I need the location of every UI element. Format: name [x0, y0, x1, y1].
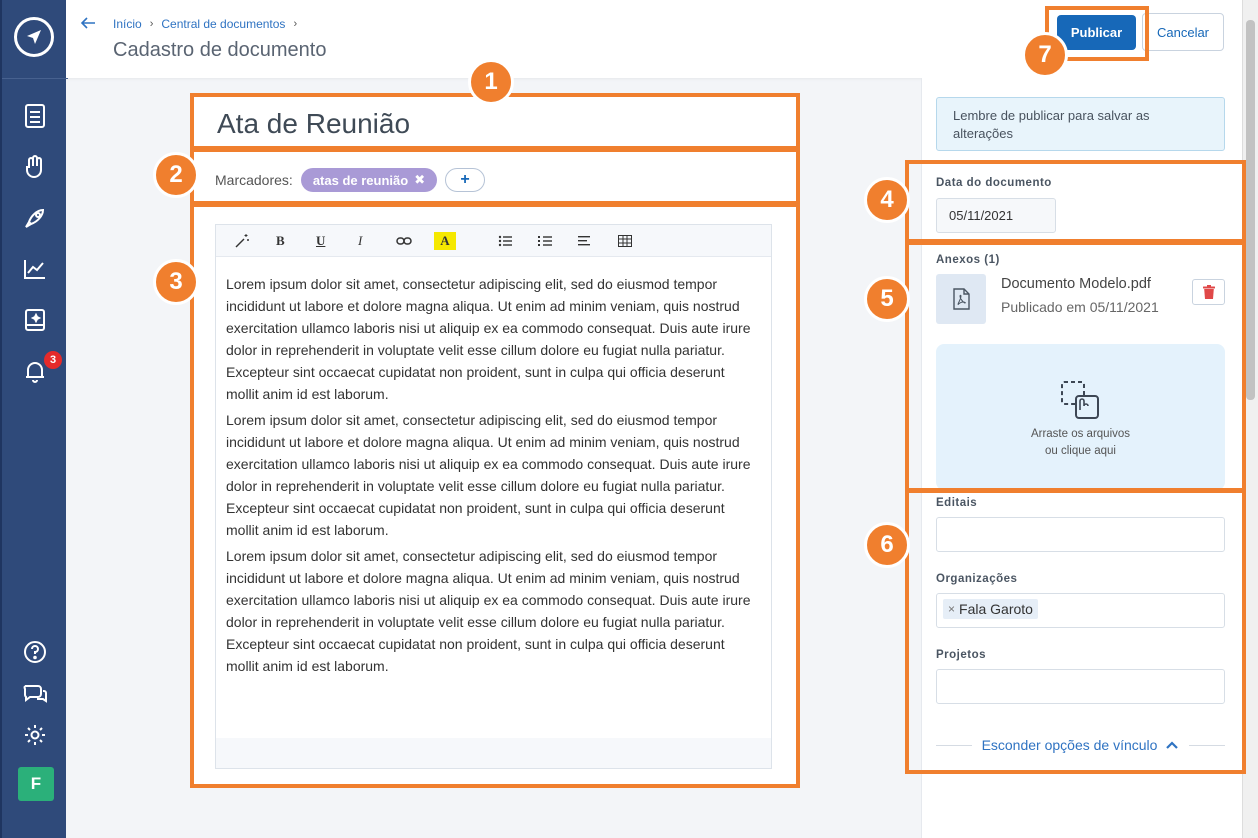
chevron-right-icon: › [149, 18, 154, 30]
projetos-label: Projetos [936, 649, 987, 661]
editais-label: Editais [936, 497, 978, 509]
add-tag-button[interactable]: + [445, 168, 485, 192]
chart-icon[interactable] [21, 255, 49, 283]
attachment-date: Publicado em 05/11/2021 [1001, 299, 1159, 315]
attachments-label: Anexos (1) [936, 254, 1000, 266]
help-icon[interactable] [21, 638, 49, 666]
underline-icon[interactable]: U [316, 233, 326, 248]
documents-icon[interactable] [21, 102, 49, 130]
annotation-number-5: 5 [864, 276, 910, 322]
annotation-number-7: 7 [1022, 32, 1068, 78]
page-title: Cadastro de documento [113, 39, 327, 61]
hide-links-label: Esconder opções de vínculo [981, 737, 1158, 753]
paragraph: Lorem ipsum dolor sit amet, consectetur adipiscing elit, sed do eiusmod tempor incididunt ut labore et dolore magna aliqua. Ut enim ad minim veniam, quis nostrud exercitation ullamco laboris nisi ut aliquip ex ea commodo consequat. Duis aute irure dolor in reprehenderit in voluptate velit esse cillum dolore eu fugiat nulla pariatur. Excepteur sint occaecat cupidatat non proident, sunt in culpa qui officia deserunt mollit anim id est laborum. [226, 548, 751, 674]
annotation-number-3: 3 [153, 259, 199, 305]
chat-icon[interactable] [21, 679, 49, 707]
annotation-box-2 [190, 148, 800, 205]
paragraph: Lorem ipsum dolor sit amet, consectetur adipiscing elit, sed do eiusmod tempor incididunt ut labore et dolore magna aliqua. Ut enim ad minim veniam, quis nostrud exercitation ullamco laboris nisi ut aliquip ex ea commodo consequat. Duis aute irure dolor in reprehenderit in voluptate velit esse cillum dolore eu fugiat nulla pariatur. Excepteur sint occaecat cupidatat non proident, sunt in culpa qui officia deserunt mollit anim id est laborum. [226, 276, 751, 402]
dropzone-line-1: Arraste os arquivos [1030, 428, 1131, 440]
chip-remove-icon[interactable]: × [948, 602, 956, 616]
annotation-box-4 [905, 160, 1246, 243]
document-title[interactable]: Ata de Reunião [217, 108, 411, 139]
settings-icon[interactable] [21, 721, 49, 749]
annotation-box-6 [905, 489, 1246, 774]
hand-heart-icon[interactable] [21, 153, 49, 181]
breadcrumb-home[interactable]: Início [113, 17, 142, 31]
paragraph: Lorem ipsum dolor sit amet, consectetur adipiscing elit, sed do eiusmod tempor incididunt ut labore et dolore magna aliqua. Ut enim ad minim veniam, quis nostrud exercitation ullamco laboris nisi ut aliquip ex ea commodo consequat. Duis aute irure dolor in reprehenderit in voluptate velit esse cillum dolore eu fugiat nulla pariatur. Excepteur sint occaecat cupidatat non proident, sunt in culpa qui officia deserunt mollit anim id est laborum. [226, 412, 751, 538]
tag-label: atas de reunião [312, 172, 409, 188]
cancel-button[interactable]: Cancelar [1142, 13, 1224, 51]
app-logo[interactable] [14, 17, 54, 57]
date-label: Data do documento [936, 177, 1052, 189]
annotation-number-6: 6 [864, 522, 910, 568]
organization-chip-label: Fala Garoto [959, 601, 1033, 617]
bold-icon[interactable]: B [276, 233, 285, 248]
book-icon[interactable] [21, 306, 49, 334]
breadcrumb-documents[interactable]: Central de documentos [161, 17, 286, 31]
publish-hint: Lembre de publicar para salvar as alterações [936, 97, 1225, 151]
annotation-number-1: 1 [468, 59, 514, 105]
annotation-number-2: 2 [153, 152, 199, 198]
tag-remove-icon[interactable]: ✖ [414, 172, 426, 187]
sidebar [0, 0, 66, 838]
annotation-box-5 [905, 241, 1246, 492]
user-avatar[interactable]: F [18, 767, 54, 801]
italic-icon[interactable]: I [358, 233, 363, 248]
organizacoes-label: Organizações [936, 573, 1018, 585]
sidebar-divider [2, 78, 68, 79]
rocket-icon[interactable] [21, 204, 49, 232]
annotation-number-4: 4 [864, 177, 910, 223]
date-input[interactable]: 05/11/2021 [936, 198, 1056, 233]
attachment-name[interactable]: Documento Modelo.pdf [1001, 276, 1151, 292]
chevron-right-icon: › [293, 18, 298, 30]
publish-button[interactable]: Publicar [1057, 15, 1136, 50]
annotation-box-3 [190, 203, 800, 788]
breadcrumb [113, 17, 297, 31]
dropzone-line-2: ou clique aqui [1045, 445, 1116, 457]
back-arrow-icon[interactable] [80, 14, 96, 35]
scrollbar-thumb[interactable] [1246, 20, 1255, 400]
notification-badge: 3 [44, 351, 62, 369]
highlight-icon[interactable]: A [434, 232, 456, 250]
tags-label: Marcadores: [215, 172, 293, 188]
